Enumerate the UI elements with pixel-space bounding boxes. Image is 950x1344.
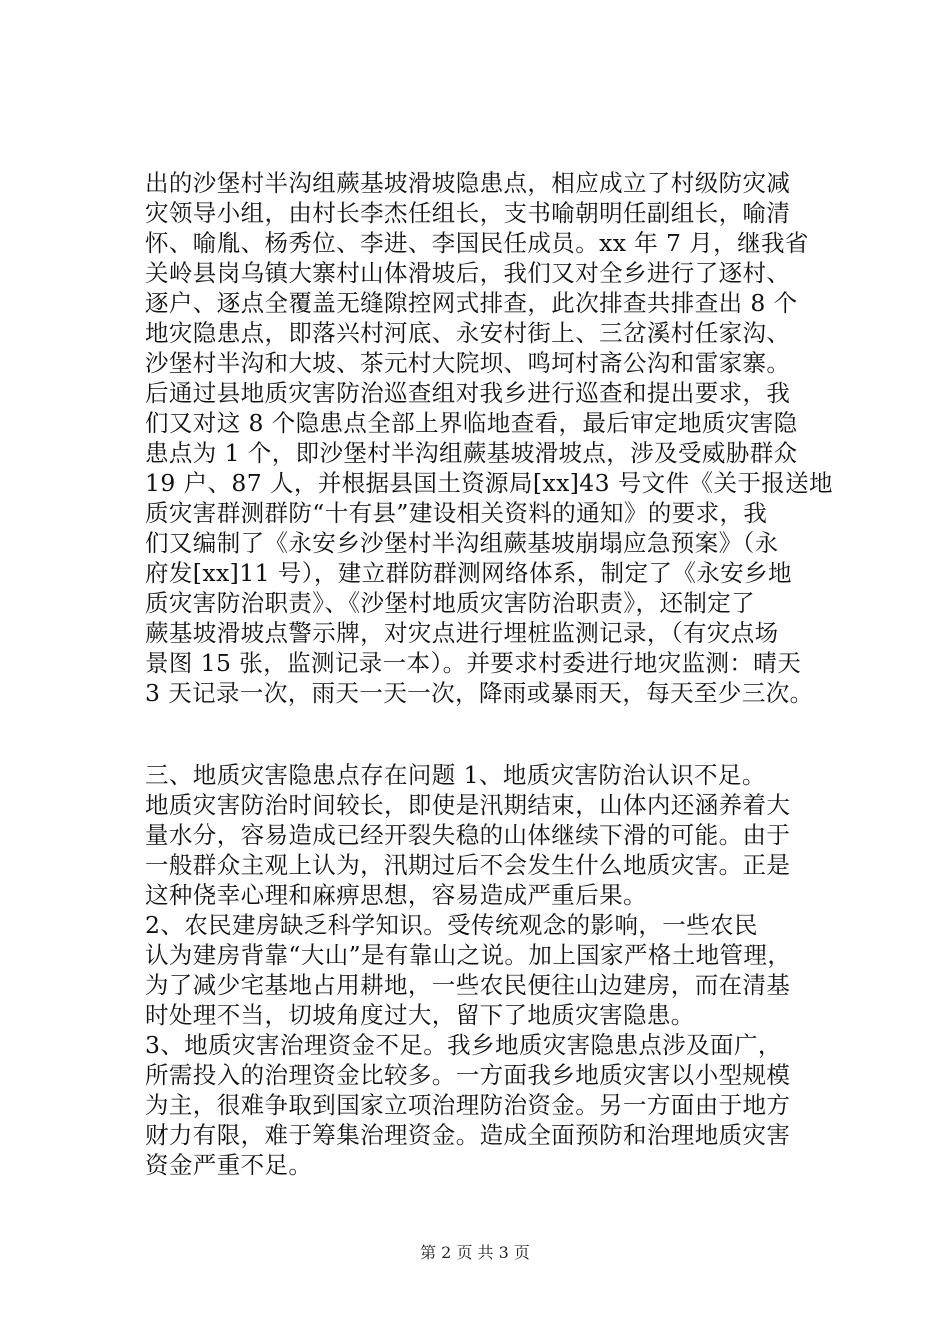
page-number-footer: 第 2 页 共 3 页 <box>420 1243 530 1262</box>
body-text-line: 财力有限，难于筹集治理资金。造成全面预防和治理地质灾害 <box>145 1121 791 1149</box>
body-text-line: 关岭县岗乌镇大寨村山体滑坡后，我们又对全乡进行了逐村、 <box>145 259 791 287</box>
body-text-line: 灾领导小组，由村长李杰任组长，支书喻朝明任副组长，喻清 <box>145 199 791 227</box>
body-text-line: 3、地质灾害治理资金不足。我乡地质灾害隐患点涉及面广， <box>145 1031 782 1059</box>
body-text-line: 出的沙堡村半沟组蕨基坡滑坡隐患点，相应成立了村级防灾减 <box>145 169 791 197</box>
body-text-line: 2、农民建房缺乏科学知识。受传统观念的影响，一些农民 <box>145 911 758 939</box>
body-text-line: 质灾害群测群防“十有县”建设相关资料的通知》的要求，我 <box>145 499 768 527</box>
body-text-line: 们又对这 8 个隐患点全部上界临地查看，最后审定地质灾害隐 <box>145 409 798 437</box>
body-text-line: 沙堡村半沟和大坡、茶元村大院坝、鸣坷村斋公沟和雷家寨。 <box>145 349 791 377</box>
body-text-line: 地灾隐患点，即落兴村河底、永安村街上、三岔溪村任家沟、 <box>145 319 791 347</box>
section-heading-line: 三、地质灾害隐患点存在问题 1、地质灾害防治认识不足。 <box>145 761 766 789</box>
body-text-line: 怀、喻胤、杨秀位、李进、李国民任成员。xx 年 7 月，继我省 <box>145 229 809 257</box>
body-text-line: 蕨基坡滑坡点警示牌，对灾点进行埋桩监测记录，（有灾点场 <box>145 619 779 647</box>
body-text-line: 景图 15 张，监测记录一本）。并要求村委进行地灾监测：晴天 <box>145 649 802 677</box>
body-text-line: 19 户、87 人，并根据县国土资源局[xx]43 号文件《关于报送地 <box>145 469 833 497</box>
body-text-line: 资金严重不足。 <box>145 1151 313 1179</box>
body-text-line: 这种侥幸心理和麻痹思想，容易造成严重后果。 <box>145 881 647 909</box>
body-text-line: 质灾害防治职责》、《沙堡村地质灾害防治职责》，还制定了 <box>145 589 756 617</box>
body-text-line: 所需投入的治理资金比较多。一方面我乡地质灾害以小型规模 <box>145 1061 791 1089</box>
body-text-line: 3 天记录一次，雨天一天一次，降雨或暴雨天，每天至少三次。 <box>145 679 814 707</box>
body-text-line: 地质灾害防治时间较长，即使是汛期结束，山体内还涵养着大 <box>145 791 791 819</box>
body-text-line: 认为建房背靠“大山”是有靠山之说。加上国家严格土地管理， <box>145 941 792 969</box>
body-text-line: 患点为 1 个，即沙堡村半沟组蕨基坡滑坡点，涉及受威胁群众 <box>145 439 798 467</box>
body-text-line: 为主，很难争取到国家立项治理防治资金。另一方面由于地方 <box>145 1091 791 1119</box>
body-text-line: 后通过县地质灾害防治巡查组对我乡进行巡查和提出要求，我 <box>145 379 791 407</box>
body-text-line: 为了减少宅基地占用耕地，一些农民便往山边建房，而在清基 <box>145 971 791 999</box>
body-text-line: 一般群众主观上认为，汛期过后不会发生什么地质灾害。正是 <box>145 851 791 879</box>
body-text-line: 时处理不当，切坡角度过大，留下了地质灾害隐患。 <box>145 1001 695 1029</box>
body-text-line: 量水分，容易造成已经开裂失稳的山体继续下滑的可能。由于 <box>145 821 791 849</box>
body-text-line: 们又编制了《永安乡沙堡村半沟组蕨基坡崩塌应急预案》（永 <box>145 529 779 557</box>
body-text-line: 府发[xx]11 号），建立群防群测网络体系，制定了《永安乡地 <box>145 559 792 587</box>
body-text-line: 逐户、逐点全覆盖无缝隙控网式排查，此次排查共排查出 8 个 <box>145 289 798 317</box>
